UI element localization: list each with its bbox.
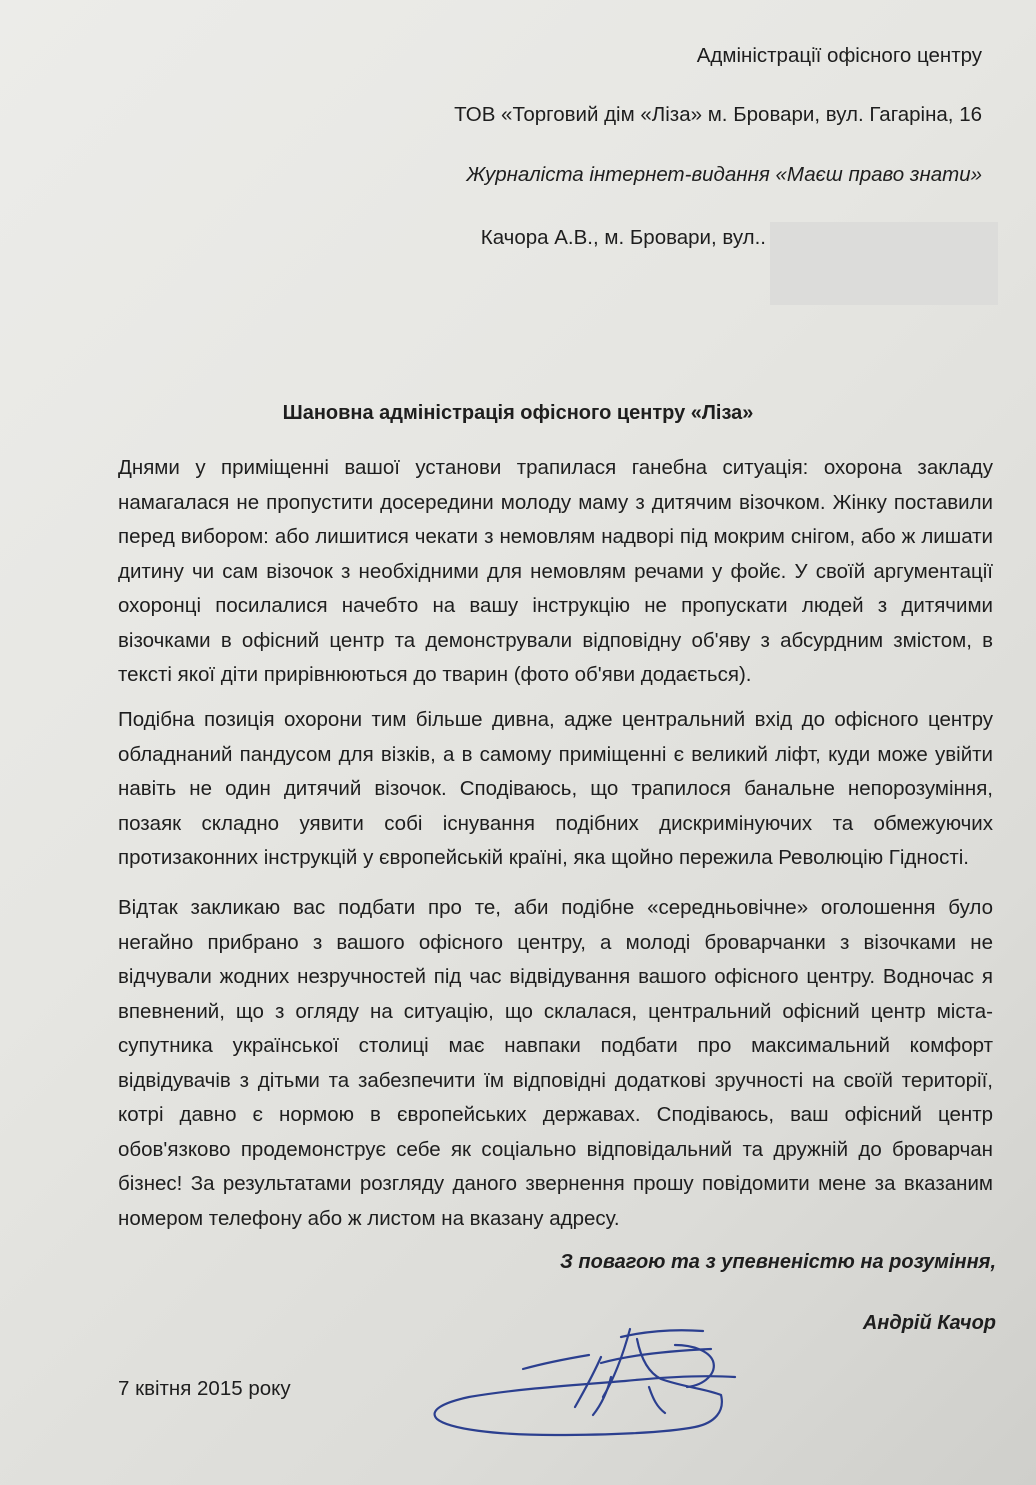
handwritten-signature [425, 1315, 755, 1455]
paragraph-2: Подібна позиція охорони тим більше дивна, адже центральний вхід до офісного центру обладнаний пандусом для візків, а в самому приміщенні є великий ліфт, куди може увійти навіть не один дитячий візочок. Сподіваюсь, що трапилося банальне непорозуміння, позаяк складно уявити собі існування подібних дискримінуючих та обмежуючих протизаконних інструкцій у європейській країні, яка щойно пережила Революцію Гідності. [118, 708, 993, 869]
salutation: Шановна адміністрація офісного центру «Ліза» [282, 402, 754, 424]
addressee-line-2: ТОВ «Торговий дім «Ліза» м. Бровари, вул. Гагаріна, 16 [454, 103, 982, 126]
redaction-box [770, 222, 998, 305]
closing-phrase: З повагою та з упевненістю на розуміння, [560, 1251, 996, 1273]
sender-line-1: Журналіста інтернет-видання «Маєш право знати» [466, 163, 982, 186]
paragraph-3: Відтак закликаю вас подбати про те, аби подібне «середньовічне» оголошення було негайно прибрано з вашого офісного центру, а молоді броварчанки з візочками не відчували жодних незручностей під час відвідування вашого офісного центру. Водночас я впевнений, що з огляду на ситуацію, що склалася, центральний офісний центр міста-супутника української столиці має навпаки подбати про максимальний комфорт відвідувачів з дітьми та забезпечити їм відповідні додаткові зручності на своїй території, котрі давно є нормою в європейських державах. Сподіваюсь, ваш офісний центр обов'язково продемонструє себе як соціально відповідальний та дружній до броварчан бізнес! За результатами розгляду даного звернення прошу повідомити мене за вказаним номером телефону або ж листом на вказану адресу. [118, 896, 993, 1230]
paragraph-1: Днями у приміщенні вашої установи трапилася ганебна ситуація: охорона закладу намагалася не пропустити досередини молоду маму з дитячим візочком. Жінку поставили перед вибором: або лишитися чекати з немовлям надворі під мокрим снігом, або ж лишати дитину чи сам візочок з необхідними для немовлям речами у фойє. У своїй аргументації охоронці посилалися начебто на вашу інструкцію не пропускати людей з дитячими візочками в офісний центр та демонстрували відповідну об'яву з абсурдним змістом, в тексті якої діти прирівнюються до тварин (фото об'яви додається). [118, 456, 993, 686]
letter-date: 7 квітня 2015 року [118, 1377, 291, 1400]
signatory-name: Андрій Качор [862, 1312, 996, 1334]
addressee-line-1: Адміністрації офісного центру [696, 44, 982, 67]
sender-line-2: Качора А.В., м. Бровари, вул.. [480, 226, 766, 249]
